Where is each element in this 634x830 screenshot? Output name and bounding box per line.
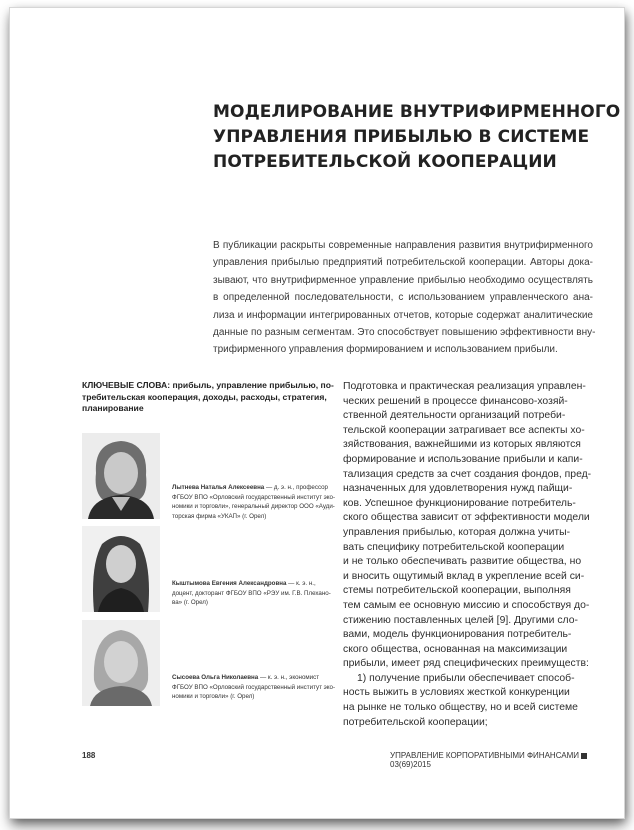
author-name: Кыштымова Евгения Александровна <box>172 580 287 587</box>
keywords <box>82 380 334 415</box>
title-line: УПРАВЛЕНИЯ ПРИБЫЛЬЮ В СИСТЕМЕ <box>213 127 590 147</box>
author-degree: — к. э. н., экономист <box>258 674 320 681</box>
body-line: вами, модель функционирования потребитель- <box>343 629 572 641</box>
author-affiliation: ва» (г. Орел) <box>172 599 208 607</box>
abstract-line: зывают, что внутрифирменное управление прибылью необходимо осуществлять <box>213 274 593 286</box>
body-line: тельской кооперации затрагивает все аспекты хо- <box>343 424 585 436</box>
body-line: ность выжить в условиях жесткой конкуренции <box>343 687 570 699</box>
title-line: ПОТРЕБИТЕЛЬСКОЙ КООПЕРАЦИИ <box>213 152 557 172</box>
article-title <box>213 100 621 175</box>
body-line: ского общества, основанная на максимизации <box>343 643 568 655</box>
body-line: потребительской кооперации; <box>343 716 488 728</box>
body-line: и вносить ощутимый вклад в укрепление всей си- <box>343 570 585 582</box>
author-affiliation: ФГБОУ ВПО «Орловский государственный институт эко- <box>172 493 336 501</box>
author-photo <box>82 620 160 706</box>
author-info <box>172 579 337 608</box>
abstract-line: В публикации раскрыты современные направления развития внутрифирменного <box>213 240 593 251</box>
body-line: и не только обеспечивать развитие общества, но <box>343 556 582 568</box>
author-affiliation: доцент, докторант ФГБОУ ВПО «РЭУ им. Г.В. Плехано- <box>172 589 331 597</box>
abstract-line: данные по разным сегментам. Это способствует повышению эффективности вну- <box>213 327 596 339</box>
author-photo <box>82 526 160 612</box>
author-photo <box>82 433 160 519</box>
body-line: назначенных для удовлетворения нужд пайщи- <box>343 483 573 495</box>
body-line: прибыли, имеет ряд специфических преимуществ: <box>343 658 589 670</box>
body-line: ского общества зависит от эффективности модели <box>343 512 590 524</box>
title-line: МОДЕЛИРОВАНИЕ ВНУТРИФИРМЕННОГО <box>213 102 621 122</box>
abstract-line: управления прибылью предприятий потребительской кооперации. Авторы дока- <box>213 257 593 269</box>
body-line: вать специфику потребительской кооперации <box>343 541 565 553</box>
author-info <box>172 483 337 521</box>
author-degree: — д. э. н., профессор <box>264 484 328 491</box>
abstract-line: трифирменного управления формированием и использованием прибыли. <box>213 344 558 356</box>
author-affiliation: номики и торговли» (г. Орел) <box>172 693 255 701</box>
journal-issue: 03(69)2015 <box>390 760 431 769</box>
author-name: Лытнева Наталья Алексеевна <box>172 484 265 491</box>
body-line: формирование и использование прибыли и капи- <box>343 453 583 465</box>
abstract-line: в определенной последовательности, с использованием управленческого ана- <box>213 292 593 304</box>
body-line: 1) получение прибыли обеспечивает способ- <box>357 672 575 684</box>
body-line: ственной деятельности организаций потреби- <box>343 410 566 422</box>
abstract <box>213 237 596 359</box>
author-affiliation: номики и торговли», генеральный директор ООО «Ауди- <box>172 503 335 511</box>
body-line: зяйствования, важнейшими из которых являются <box>343 439 581 451</box>
author-info <box>172 673 337 702</box>
keywords-line: КЛЮЧЕВЫЕ СЛОВА: прибыль, управление прибылью, по- <box>82 380 334 390</box>
body-line: управления прибылью, которая должна учиты- <box>343 526 571 538</box>
journal-name: УПРАВЛЕНИЕ КОРПОРАТИВНЫМИ ФИНАНСАМИ <box>390 751 580 760</box>
body-line: стижению поставленных целей [9]. Другими сло- <box>343 614 578 626</box>
body-line: ков. Успешное функционирование потребитель- <box>343 497 576 509</box>
keywords-line: планирование <box>82 403 144 414</box>
abstract-line: лиза и информации интегрированных отчетов, которые содержат аналитические <box>213 309 593 321</box>
author-name: Сысоева Ольга Николаевна <box>172 674 259 681</box>
body-line: ческих решений в процессе финансово-хозяй- <box>343 395 568 407</box>
author-degree: — к. э. н., <box>286 580 316 587</box>
separator-square-icon <box>581 753 587 759</box>
body-line: тем самым ее основную миссию и способствуя до- <box>343 599 590 611</box>
body-line: тализация средств за счет создания фондов, пред- <box>343 468 592 480</box>
page-number: 188 <box>82 751 96 760</box>
author-affiliation: ФГБОУ ВПО «Орловский государственный институт эко- <box>172 683 336 691</box>
keywords-line: требительская кооперация, доходы, расходы, стратегия, <box>82 391 327 402</box>
body-text <box>343 380 613 730</box>
journal-footer <box>390 751 624 769</box>
journal-page <box>10 8 624 818</box>
body-line: на рынке не только обществу, но и всей системе <box>343 702 578 714</box>
body-line: Подготовка и практическая реализация управлен- <box>343 381 586 392</box>
body-line: стемы потребительской кооперации, выполняя <box>343 585 571 597</box>
author-affiliation: торская фирма «УКАП» (г. Орел) <box>172 512 267 520</box>
